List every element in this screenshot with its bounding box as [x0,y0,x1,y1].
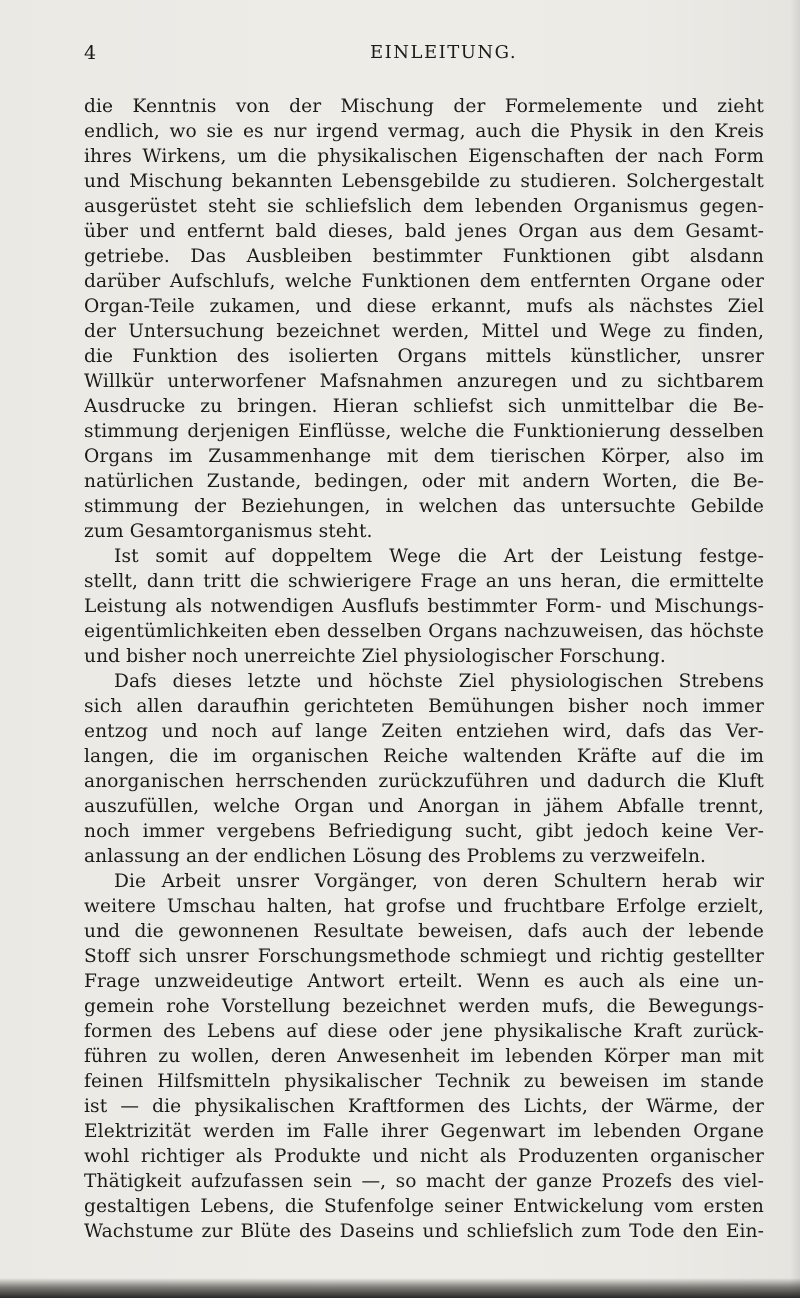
text-line: zum Gesamtorganismus steht. [84,521,373,542]
text-line: gestaltigen Lebens, die Stufenfolge seiner Entwickelung vom ersten [84,1196,764,1217]
page-number: 4 [84,42,97,64]
text-line: stellt, dann tritt die schwierigere Frage an uns heran, die ermittelte [84,571,764,592]
text-line: getriebe. Das Ausbleiben bestimmter Funktionen gibt alsdann [84,246,764,267]
text-line: sich allen daraufhin gerichteten Bemühungen bisher noch immer [84,696,764,717]
paragraph-first-line: Ist somit auf doppeltem Wege die Art der Leistung festge- [114,546,764,567]
running-title: EINLEITUNG. [370,42,518,63]
text-line: ihres Wirkens, um die physikalischen Eigenschaften der nach Form [84,146,764,167]
text-line: der Untersuchung bezeichnet werden, Mittel und Wege zu finden, [84,321,764,342]
text-line: ausgerüstet steht sie schliefslich dem lebenden Organismus gegen- [84,196,764,217]
text-line: stimmung der Beziehungen, in welchen das untersuchte Gebilde [84,496,764,517]
page-header [0,42,800,66]
page-edge-shadow [790,0,800,1298]
text-line: ist — die physikalischen Kraftformen des Lichts, der Wärme, der [84,1096,764,1117]
text-line: weitere Umschau halten, hat grofse und fruchtbare Erfolge erzielt, [84,896,764,917]
text-line: Ausdrucke zu bringen. Hieran schliefst sich unmittelbar die Be- [84,396,764,417]
text-line: noch immer vergebens Befriedigung sucht, gibt jedoch keine Ver- [84,821,764,842]
text-line: gemein rohe Vorstellung bezeichnet werden mufs, die Bewegungs- [84,996,764,1017]
text-line: entzog und noch auf lange Zeiten entziehen wird, dafs das Ver- [84,721,764,742]
text-line: natürlichen Zustande, bedingen, oder mit andern Worten, die Be- [84,471,764,492]
text-line: die Kenntnis von der Mischung der Formelemente und zieht [84,96,764,117]
text-line: die Funktion des isolierten Organs mittels künstlicher, unsrer [84,346,764,367]
text-line: endlich, wo sie es nur irgend vermag, auch die Physik in den Kreis [84,121,764,142]
text-line: über und entfernt bald dieses, bald jenes Organ aus dem Gesamt- [84,221,764,242]
paragraph-first-line: Die Arbeit unsrer Vorgänger, von deren Schultern herab wir [114,871,764,892]
text-line: langen, die im organischen Reiche waltenden Kräfte auf die im [84,746,764,767]
text-line: Wachstume zur Blüte des Daseins und schliefslich zum Tode den Ein- [84,1221,764,1242]
text-line: und Mischung bekannten Lebensgebilde zu studieren. Solchergestalt [84,171,764,192]
text-line: feinen Hilfsmitteln physikalischer Technik zu beweisen im stande [84,1071,764,1092]
text-line: formen des Lebens auf diese oder jene physikalische Kraft zurück- [84,1021,764,1042]
text-line: auszufüllen, welche Organ und Anorgan in jähem Abfalle trennt, [84,796,764,817]
text-line: Leistung als notwendigen Ausflufs bestimmter Form- und Mischungs- [84,596,764,617]
text-line: und bisher noch unerreichte Ziel physiologischer Forschung. [84,646,666,667]
text-line: wohl richtiger als Produkte und nicht als Produzenten organischer [84,1146,764,1167]
text-line: Organ-Teile zukamen, und diese erkannt, mufs als nächstes Ziel [84,296,764,317]
text-line: Organs im Zusammenhange mit dem tierischen Körper, also im [84,446,764,467]
text-line: Willkür unterworfener Mafsnahmen anzuregen und zu sichtbarem [84,371,764,392]
scan-bottom-edge [0,1278,800,1298]
text-line: Thätigkeit aufzufassen sein —, so macht der ganze Prozefs des viel- [84,1171,764,1192]
text-line: Elektrizität werden im Falle ihrer Gegenwart im lebenden Organe [84,1121,764,1142]
text-line: führen zu wollen, deren Anwesenheit im lebenden Körper man mit [84,1046,764,1067]
text-line: anorganischen herrschenden zurückzuführen und dadurch die Kluft [84,771,764,792]
paragraph-first-line: Dafs dieses letzte und höchste Ziel physiologischen Strebens [114,671,764,692]
text-line: stimmung derjenigen Einflüsse, welche die Funktionierung desselben [84,421,764,442]
text-line: darüber Aufschlufs, welche Funktionen dem entfernten Organe oder [84,271,764,292]
text-line: eigentümlichkeiten eben desselben Organs nachzuweisen, das höchste [84,621,764,642]
text-line: anlassung an der endlichen Lösung des Problems zu verzweifeln. [84,846,707,867]
text-line: Stoff sich unsrer Forschungsmethode schmiegt und richtig gestellter [84,946,764,967]
text-line: Frage unzweideutige Antwort erteilt. Wenn es auch als eine un- [84,971,764,992]
body-text [84,94,764,1244]
text-line: und die gewonnenen Resultate beweisen, dafs auch der lebende [84,921,764,942]
